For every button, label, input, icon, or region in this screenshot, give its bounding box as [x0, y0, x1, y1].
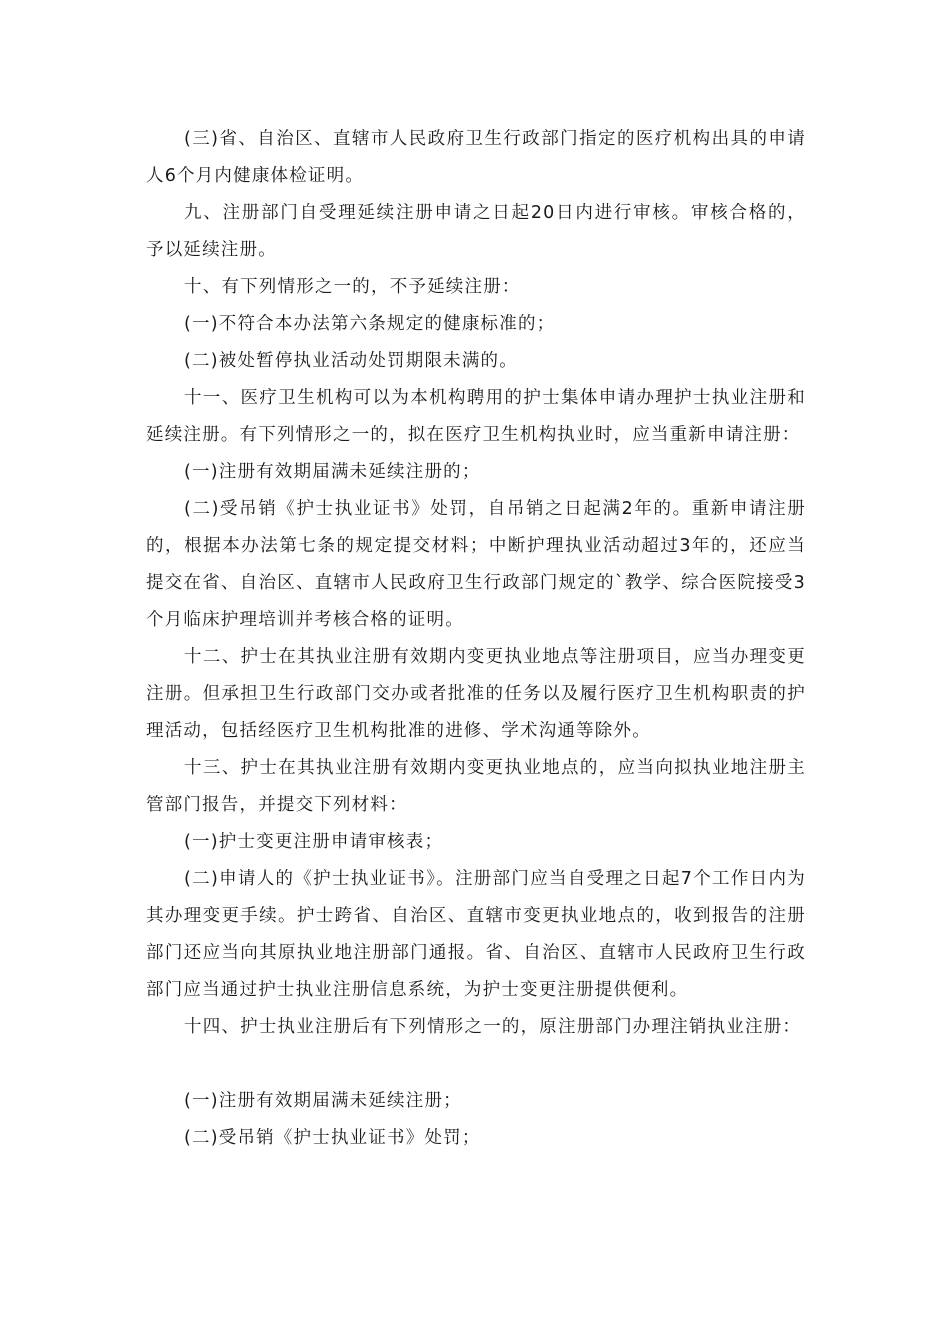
paragraph-article-14-item-1: (一)注册有效期届满未延续注册； — [184, 1091, 462, 1111]
paragraph-article-11-item-1: (一)注册有效期届满未延续注册的； — [184, 462, 481, 482]
document-body — [146, 121, 806, 1157]
paragraph-article-11-item-2: (二)受吊销《护士执业证书》处罚，自吊销之日起满2年的。重新申请注册的，根据本办法第七条的规定提交材料；中断护理执业活动超过3年的，还应当提交在省、自治区、直辖市人民政府卫生行政部门规定的`教学、综合医院接受3个月临床护理培训并考核合格的证明。 — [146, 499, 806, 630]
paragraph-article-13-item-1: (一)护士变更注册申请审核表； — [184, 832, 444, 852]
paragraph-article-13-item-2: (二)申请人的《护士执业证书》。注册部门应当自受理之日起7个工作日内为其办理变更手续。护士跨省、自治区、直辖市变更执业地点的，收到报告的注册部门还应当向其原执业地注册部门通报。省、自治区、直辖市人民政府卫生行政部门应当通过护士执业注册信息系统，为护士变更注册提供便利。 — [146, 869, 806, 1000]
paragraph-article-11: 十一、医疗卫生机构可以为本机构聘用的护士集体申请办理护士执业注册和延续注册。有下列情形之一的，拟在医疗卫生机构执业时，应当重新申请注册： — [146, 388, 806, 445]
paragraph-article-14-item-2: (二)受吊销《护士执业证书》处罚； — [184, 1128, 481, 1148]
paragraph-item-3-health-cert: (三)省、自治区、直辖市人民政府卫生行政部门指定的医疗机构出具的申请人6个月内健康体检证明。 — [146, 129, 806, 186]
paragraph-article-12: 十二、护士在其执业注册有效期内变更执业地点等注册项目，应当办理变更注册。但承担卫生行政部门交办或者批准的任务以及履行医疗卫生机构职责的护理活动，包括经医疗卫生机构批准的进修、学术沟通等除外。 — [146, 647, 806, 741]
paragraph-article-14: 十四、护士执业注册后有下列情形之一的，原注册部门办理注销执业注册： — [184, 1017, 802, 1037]
paragraph-article-10-item-2: (二)被处暂停执业活动处罚期限未满的。 — [184, 351, 518, 371]
paragraph-article-10: 十、有下列情形之一的，不予延续注册： — [184, 277, 521, 297]
paragraph-article-10-item-1: (一)不符合本办法第六条规定的健康标准的； — [184, 314, 556, 334]
paragraph-article-13: 十三、护士在其执业注册有效期内变更执业地点的，应当向拟执业地注册主管部门报告，并提交下列材料： — [146, 758, 806, 815]
paragraph-article-9: 九、注册部门自受理延续注册申请之日起20日内进行审核。审核合格的，予以延续注册。 — [146, 203, 806, 260]
paragraph-spacer — [146, 1046, 806, 1083]
